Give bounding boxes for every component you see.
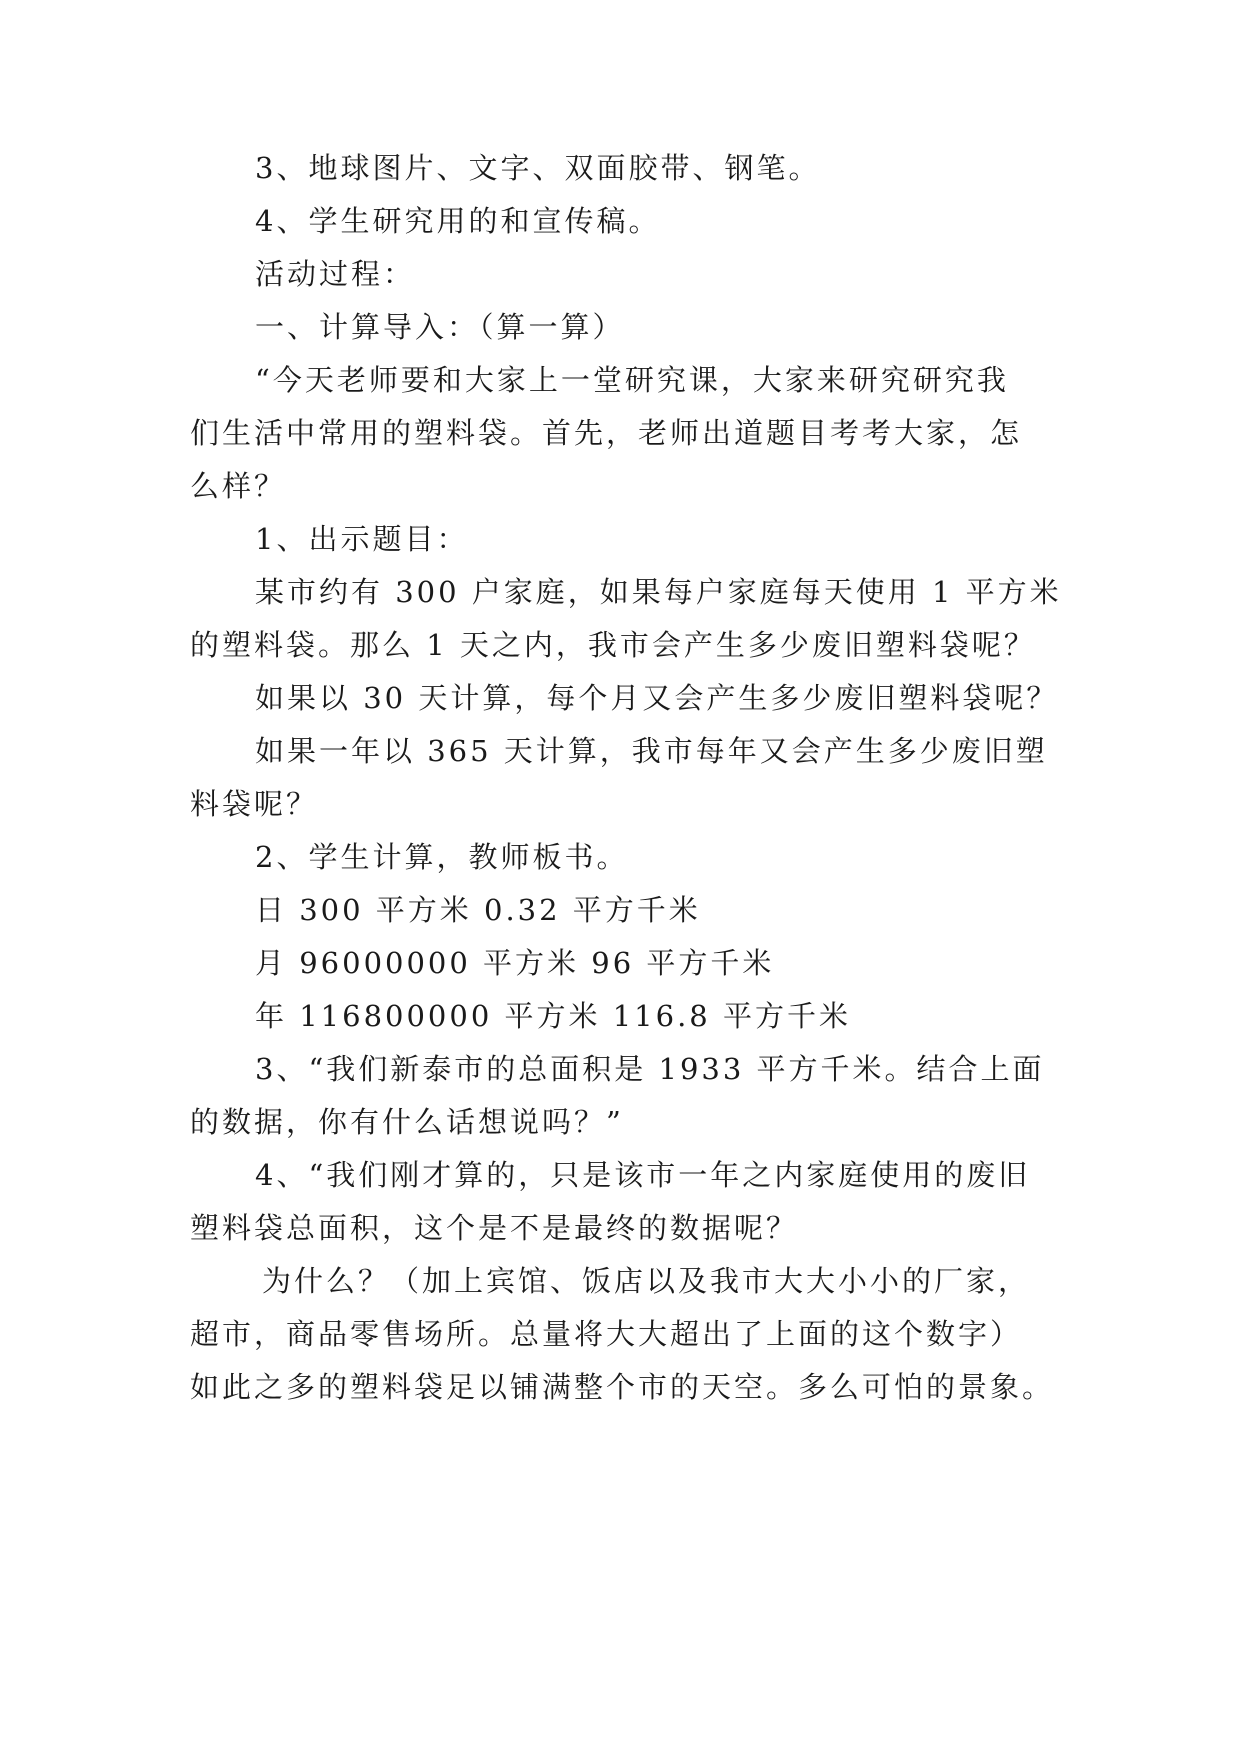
paragraph-line: 超市，商品零售场所。总量将大大超出了上面的这个数字）: [190, 1317, 1023, 1351]
paragraph-line: “今天老师要和大家上一堂研究课，大家来研究研究我: [255, 363, 1009, 397]
paragraph-line: 3、“我们新泰市的总面积是 1933 平方千米。结合上面: [255, 1052, 1045, 1086]
paragraph-line: 料袋呢？: [190, 787, 319, 821]
list-item-heading: 1、出示题目：: [255, 522, 469, 556]
paragraph-line: 4、“我们刚才算的，只是该市一年之内家庭使用的废旧: [255, 1158, 1031, 1192]
calc-row-month: 月 96000000 平方米 96 平方千米: [255, 946, 775, 980]
text-line-materials-3: 3、地球图片、文字、双面胶带、钢笔。: [255, 151, 821, 185]
paragraph-line: 的数据，你有什么话想说吗？”: [190, 1105, 624, 1139]
section-heading-calc: 一、计算导入：（算一算）: [255, 310, 625, 344]
paragraph-line: 某市约有 300 户家庭，如果每户家庭每天使用 1 平方米: [255, 575, 1062, 609]
calc-row-year: 年 116800000 平方米 116.8 平方千米: [255, 999, 851, 1033]
text-line-materials-4: 4、学生研究用的和宣传稿。: [255, 204, 661, 238]
paragraph-line: 如果以 30 天计算，每个月又会产生多少废旧塑料袋呢？: [255, 681, 1059, 715]
paragraph-line: 为什么？（加上宾馆、饭店以及我市大大小小的厂家，: [262, 1264, 1031, 1298]
paragraph-line: 们生活中常用的塑料袋。首先，老师出道题目考考大家，怎: [190, 416, 1023, 450]
calc-row-day: 日 300 平方米 0.32 平方千米: [255, 893, 701, 927]
paragraph-line: 如此之多的塑料袋足以铺满整个市的天空。多么可怕的景象。: [190, 1370, 1055, 1404]
paragraph-line: 塑料袋总面积，这个是不是最终的数据呢？: [190, 1211, 799, 1245]
paragraph-line: 如果一年以 365 天计算，我市每年又会产生多少废旧塑: [255, 734, 1048, 768]
paragraph-line: 的塑料袋。那么 1 天之内，我市会产生多少废旧塑料袋呢？: [190, 628, 1036, 662]
list-item-heading: 2、学生计算，教师板书。: [255, 840, 629, 874]
paragraph-line: 么样？: [190, 469, 287, 503]
section-heading-activity: 活动过程：: [255, 257, 416, 291]
